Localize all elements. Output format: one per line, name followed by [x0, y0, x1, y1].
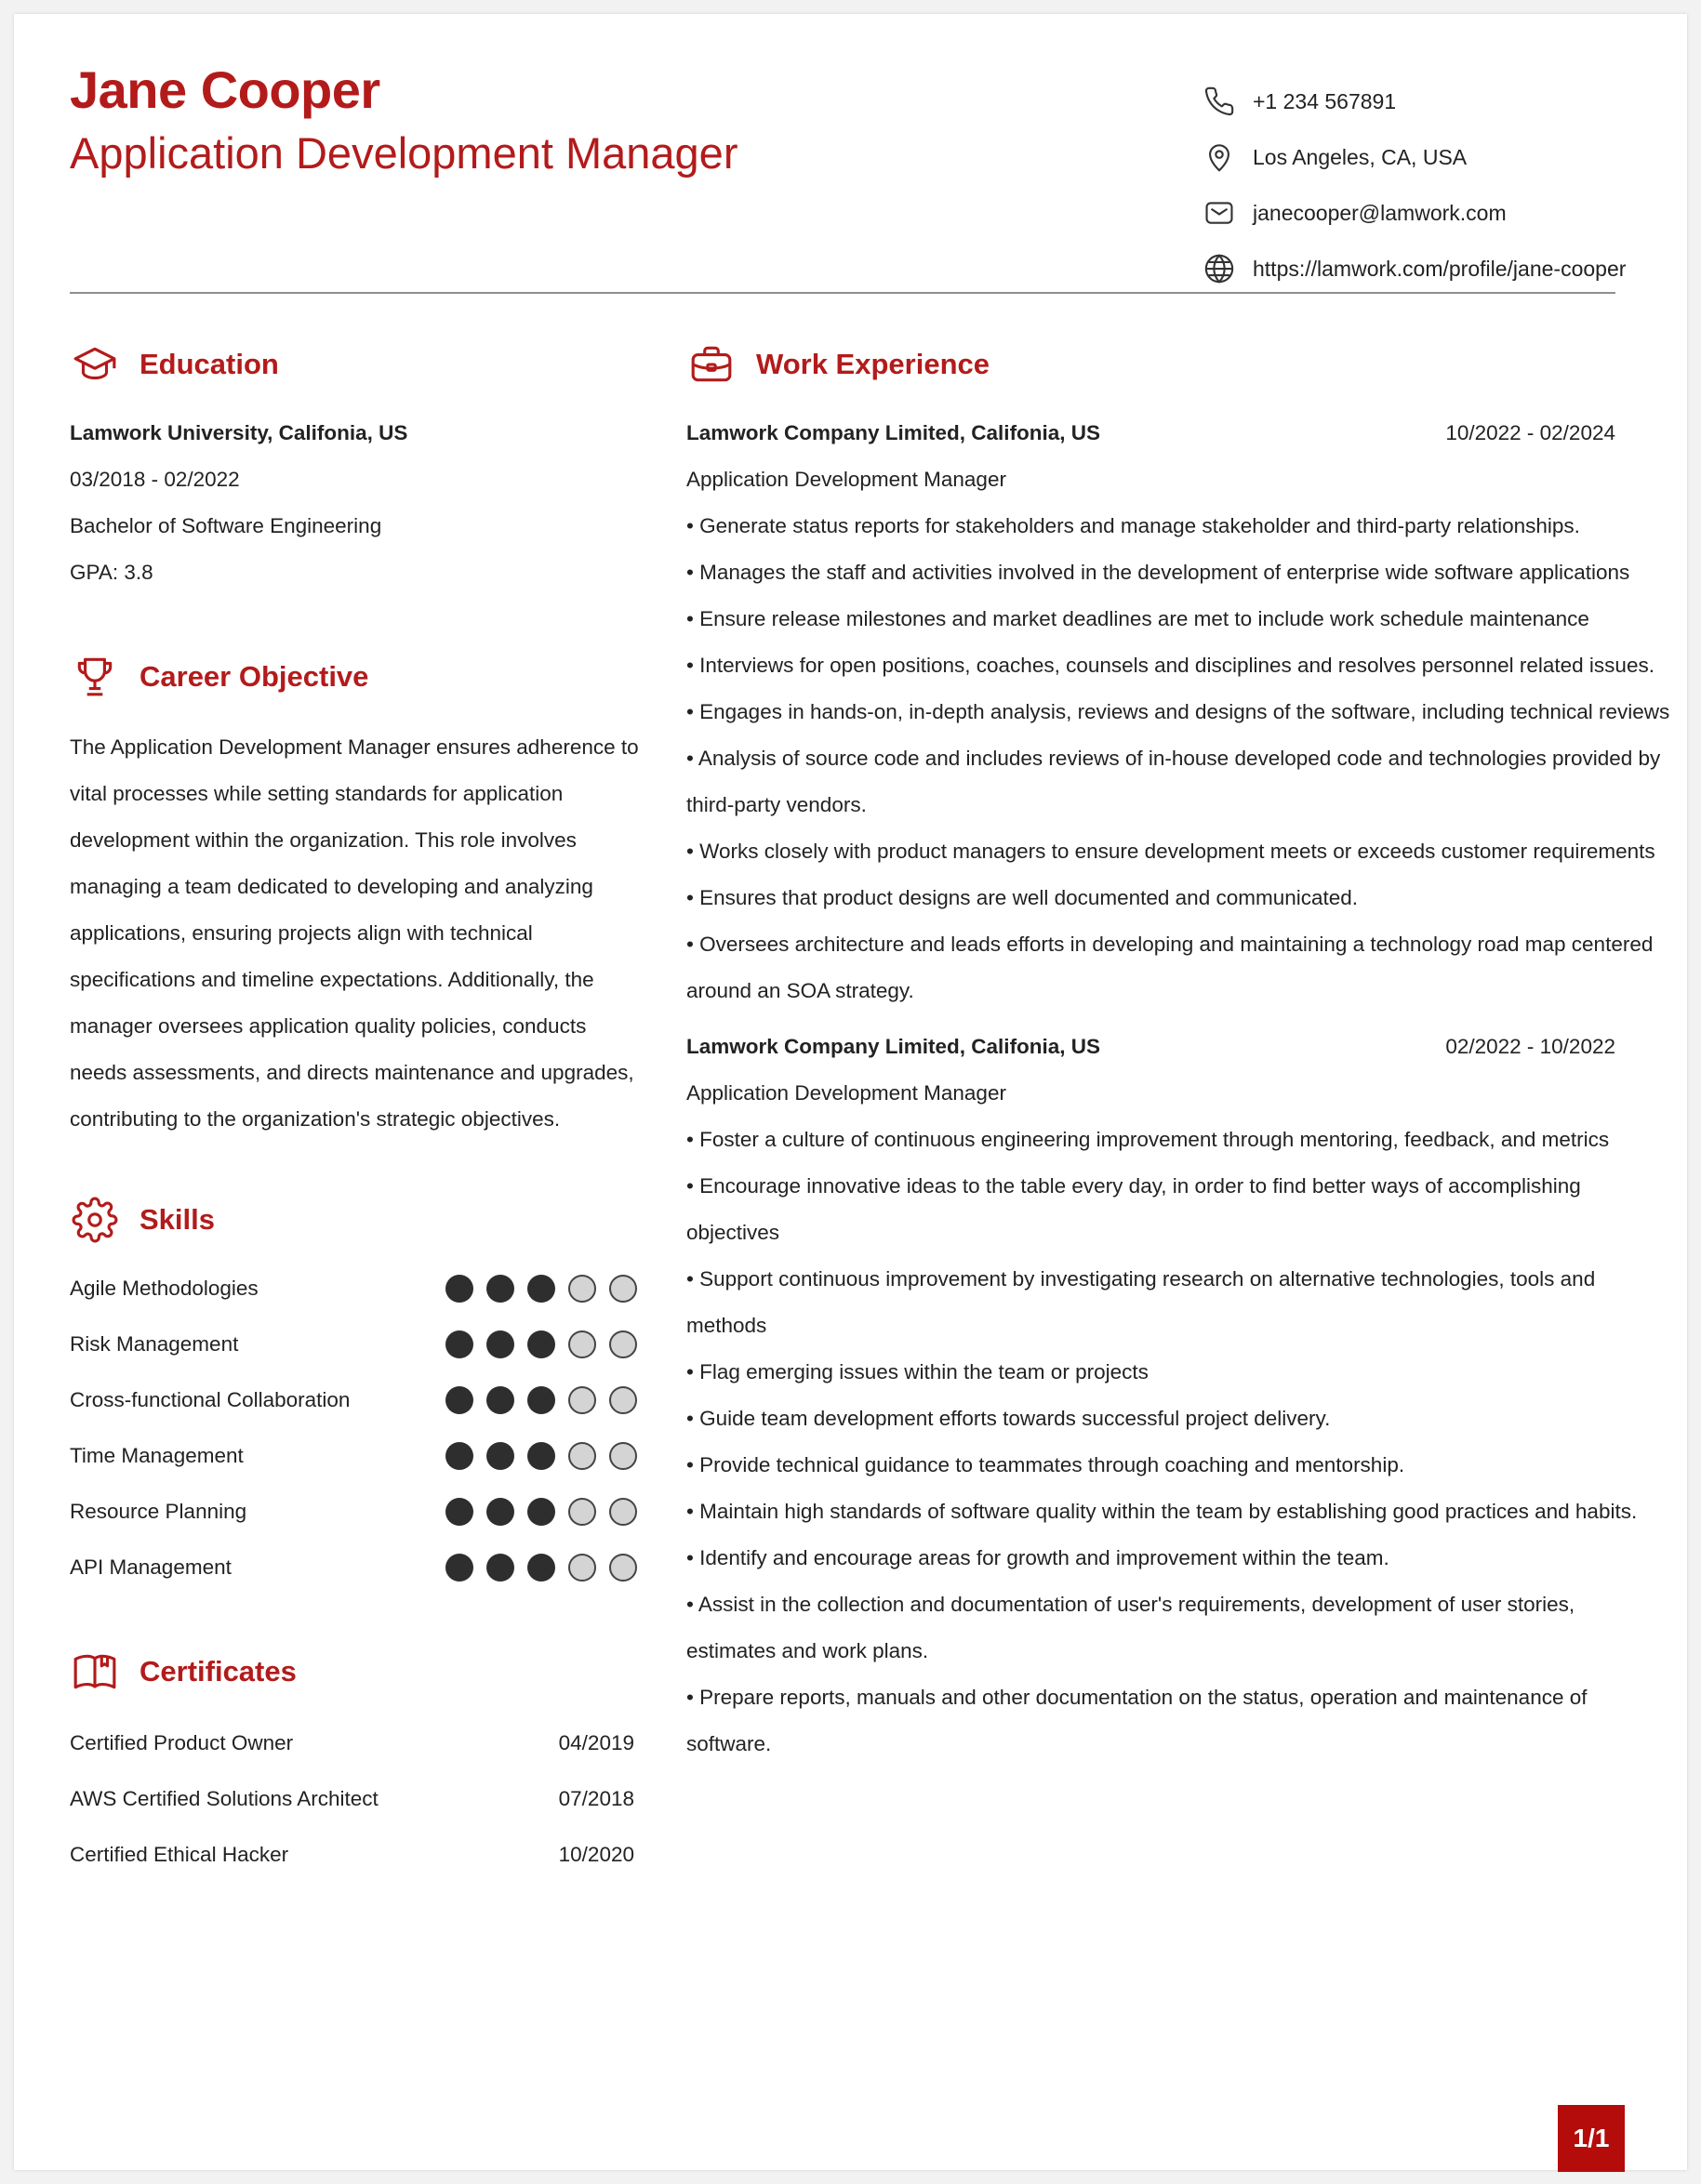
graduation-cap-icon [70, 339, 120, 390]
resume-page [14, 14, 1687, 2170]
objective-line: needs assessments, and directs maintenance and upgrades, [70, 1061, 634, 1084]
job-role: Application Development Manager [686, 468, 1006, 491]
job-bullets [686, 503, 1670, 1014]
rating-dot-filled [527, 1275, 555, 1303]
rating-dot-empty [609, 1554, 637, 1582]
job-bullet: • Provide technical guidance to teammates through coaching and mentorship. [686, 1453, 1405, 1476]
objective-line: The Application Development Manager ensures adherence to [70, 735, 639, 759]
job-header [686, 410, 1615, 457]
rating-dot-filled [486, 1386, 514, 1414]
skill-rating [432, 1386, 637, 1414]
rating-dot-empty [568, 1275, 596, 1303]
rating-dot-empty [609, 1386, 637, 1414]
job-bullet: • Interviews for open positions, coaches, counsels and disciplines and resolves personnel related issues. [686, 654, 1654, 677]
candidate-title: Application Development Manager [70, 128, 738, 178]
certificate-row [70, 1827, 634, 1883]
job-bullet: • Oversees architecture and leads efforts in developing and maintaining a technology road map centered [686, 933, 1654, 956]
rating-dot-filled [445, 1275, 473, 1303]
objective-text [70, 724, 639, 1143]
objective-line: contributing to the organization's strategic objectives. [70, 1107, 561, 1131]
skill-row [70, 1372, 637, 1428]
education-title: Education [140, 348, 279, 380]
education-dates: 03/2018 - 02/2022 [70, 468, 240, 491]
objective-line: managing a team dedicated to developing and analyzing [70, 875, 593, 898]
envelope-icon [1202, 195, 1237, 231]
objective-line: specifications and timeline expectations. Additionally, the [70, 968, 594, 991]
certificate-date: 04/2019 [558, 1731, 634, 1754]
contact-location-text: Los Angeles, CA, USA [1253, 144, 1468, 169]
skill-row [70, 1261, 637, 1317]
skill-name: API Management [70, 1555, 232, 1579]
certificates-title: Certificates [140, 1655, 297, 1688]
certificate-name: Certified Product Owner [70, 1731, 294, 1754]
globe-icon [1202, 251, 1237, 286]
page-indicator: 1/1 [1558, 2105, 1625, 2172]
objective-line: applications, ensuring projects align with technical [70, 921, 533, 945]
skill-rating [432, 1275, 637, 1303]
job-company: Lamwork Company Limited, Califonia, US [686, 421, 1101, 444]
location-pin-icon [1202, 139, 1237, 175]
skill-row [70, 1428, 637, 1484]
education-degree: Bachelor of Software Engineering [70, 514, 382, 537]
objective-line: development within the organization. This role involves [70, 828, 577, 852]
skill-name: Time Management [70, 1444, 244, 1467]
skill-rating [432, 1554, 637, 1582]
rating-dot-filled [486, 1498, 514, 1526]
rating-dot-filled [486, 1554, 514, 1582]
rating-dot-filled [445, 1386, 473, 1414]
job-bullet: methods [686, 1314, 767, 1337]
certificate-row [70, 1715, 634, 1771]
job-bullet: third-party vendors. [686, 793, 867, 816]
contact-email-text: janecooper@lamwork.com [1253, 200, 1507, 225]
certificate-row [70, 1771, 634, 1827]
gear-icon [70, 1195, 120, 1245]
rating-dot-empty [568, 1386, 596, 1414]
skills-title: Skills [140, 1203, 215, 1236]
job-bullet: • Foster a culture of continuous engineering improvement through mentoring, feedback, and metrics [686, 1128, 1610, 1151]
job-dates: 02/2022 - 10/2022 [1445, 1035, 1615, 1058]
rating-dot-filled [445, 1498, 473, 1526]
rating-dot-empty [609, 1498, 637, 1526]
skill-rating [432, 1330, 637, 1358]
education-heading [70, 339, 279, 390]
certificates-heading [70, 1647, 297, 1697]
job-company: Lamwork Company Limited, Califonia, US [686, 1035, 1101, 1058]
rating-dot-filled [527, 1330, 555, 1358]
book-icon [70, 1647, 120, 1697]
job-bullet: • Ensure release milestones and market deadlines are met to include work schedule maintenance [686, 607, 1589, 630]
job-bullet: • Analysis of source code and includes reviews of in-house developed code and technologies provided by [686, 747, 1661, 770]
job-bullet: • Encourage innovative ideas to the table every day, in order to find better ways of accomplishing [686, 1174, 1581, 1198]
job-bullet: objectives [686, 1221, 780, 1244]
phone-icon [1202, 84, 1237, 119]
education-school: Lamwork University, Califonia, US [70, 421, 408, 444]
skill-name: Agile Methodologies [70, 1277, 259, 1300]
contact-location [1202, 129, 1626, 185]
job-bullet: • Assist in the collection and documentation of user's requirements, development of user stories, [686, 1593, 1575, 1616]
job-bullet: • Engages in hands-on, in-depth analysis, reviews and designs of the software, including technical reviews [686, 700, 1670, 723]
job-bullet: estimates and work plans. [686, 1639, 929, 1662]
work-title: Work Experience [756, 348, 990, 380]
trophy-icon [70, 652, 120, 702]
rating-dot-filled [527, 1554, 555, 1582]
certificate-name: AWS Certified Solutions Architect [70, 1787, 379, 1810]
header-divider [70, 292, 1615, 294]
rating-dot-empty [568, 1442, 596, 1470]
rating-dot-empty [568, 1554, 596, 1582]
job-bullet: • Generate status reports for stakeholders and manage stakeholder and third-party relationships. [686, 514, 1580, 537]
rating-dot-filled [527, 1498, 555, 1526]
job-bullet: around an SOA strategy. [686, 979, 914, 1002]
job-bullet: software. [686, 1732, 772, 1755]
job-bullets [686, 1117, 1638, 1767]
skill-row [70, 1484, 637, 1540]
certificate-date: 10/2020 [558, 1843, 634, 1866]
job-bullet: • Support continuous improvement by investigating research on alternative technologies, tools and [686, 1267, 1596, 1291]
job-bullet: • Identify and encourage areas for growth and improvement within the team. [686, 1546, 1389, 1569]
rating-dot-filled [527, 1386, 555, 1414]
rating-dot-filled [527, 1442, 555, 1470]
rating-dot-filled [486, 1442, 514, 1470]
job-bullet: • Maintain high standards of software quality within the team by establishing good practices and habits. [686, 1500, 1638, 1523]
rating-dot-filled [445, 1330, 473, 1358]
certificate-name: Certified Ethical Hacker [70, 1843, 289, 1866]
rating-dot-empty [609, 1275, 637, 1303]
job-bullet: • Prepare reports, manuals and other documentation on the status, operation and maintenance of [686, 1686, 1588, 1709]
job-header [686, 1024, 1615, 1070]
job-bullet: • Flag emerging issues within the team or projects [686, 1360, 1149, 1383]
contact-list [1202, 73, 1626, 297]
candidate-name: Jane Cooper [70, 60, 380, 119]
skill-name: Risk Management [70, 1332, 239, 1356]
rating-dot-empty [609, 1330, 637, 1358]
work-heading [686, 339, 990, 390]
contact-phone-text: +1 234 567891 [1253, 88, 1397, 113]
skill-name: Cross-functional Collaboration [70, 1388, 351, 1411]
rating-dot-empty [609, 1442, 637, 1470]
job-role: Application Development Manager [686, 1081, 1006, 1105]
skill-row [70, 1317, 637, 1372]
contact-phone[interactable] [1202, 73, 1626, 129]
certificate-date: 07/2018 [558, 1787, 634, 1810]
skills-heading [70, 1195, 215, 1245]
objective-title: Career Objective [140, 660, 369, 693]
job-bullet: • Ensures that product designs are well documented and communicated. [686, 886, 1359, 909]
education-gpa: GPA: 3.8 [70, 561, 153, 584]
skill-rating [432, 1498, 637, 1526]
skill-row [70, 1540, 637, 1595]
briefcase-icon [686, 339, 737, 390]
rating-dot-filled [486, 1330, 514, 1358]
contact-website[interactable] [1202, 241, 1626, 297]
objective-line: vital processes while setting standards for application [70, 782, 564, 805]
rating-dot-filled [445, 1442, 473, 1470]
skill-rating [432, 1442, 637, 1470]
objective-heading [70, 652, 368, 702]
rating-dot-empty [568, 1498, 596, 1526]
rating-dot-empty [568, 1330, 596, 1358]
rating-dot-filled [486, 1275, 514, 1303]
contact-email[interactable] [1202, 185, 1626, 241]
job-bullet: • Guide team development efforts towards successful project delivery. [686, 1407, 1331, 1430]
skill-name: Resource Planning [70, 1500, 247, 1523]
contact-website-text: https://lamwork.com/profile/jane-cooper [1253, 256, 1627, 281]
job-dates: 10/2022 - 02/2024 [1445, 421, 1615, 444]
job-bullet: • Works closely with product managers to ensure development meets or exceeds customer requirements [686, 840, 1655, 863]
job-bullet: • Manages the staff and activities involved in the development of enterprise wide software applications [686, 561, 1630, 584]
objective-line: manager oversees application quality policies, conducts [70, 1014, 587, 1038]
rating-dot-filled [445, 1554, 473, 1582]
